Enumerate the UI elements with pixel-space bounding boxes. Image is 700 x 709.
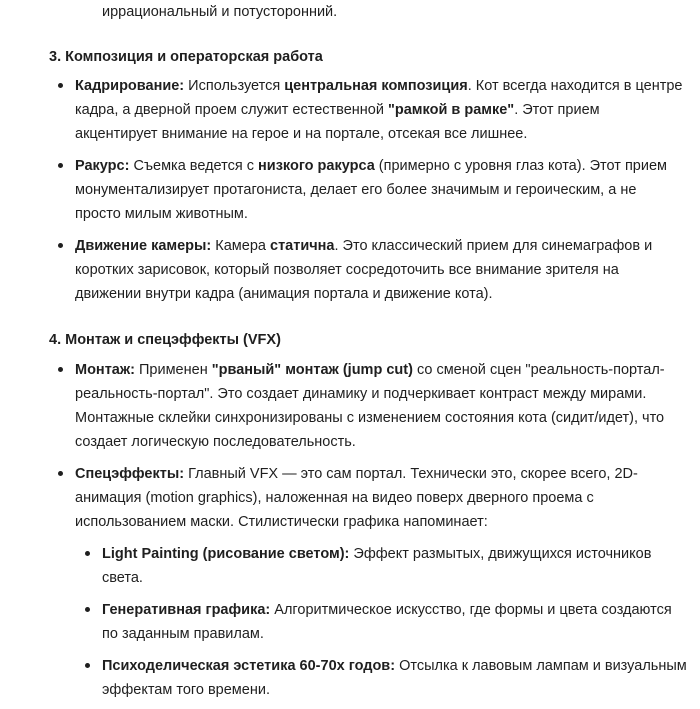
text-run: Главный VFX — это сам портал. Технически это, скорее всего, 2D- xyxy=(184,466,638,482)
text-run: Съемка ведется с xyxy=(129,158,259,174)
emphasis-run: статична xyxy=(270,238,335,254)
list-item-text xyxy=(75,462,675,534)
list-item-text xyxy=(75,74,683,146)
list-item-special-effects xyxy=(75,462,675,534)
bullet-dot xyxy=(85,551,90,556)
text-run: Используется xyxy=(184,78,285,94)
text-run: Камера xyxy=(211,238,270,254)
text-run: по заданным правилам. xyxy=(102,626,264,642)
text-run: Эффект размытых, движущихся источников xyxy=(349,546,652,562)
list-item-text xyxy=(75,358,675,454)
emphasis-run: "рамкой в рамке" xyxy=(388,102,515,118)
list-item-text xyxy=(75,234,675,306)
text-run: со сменой сцен "реальность-портал- xyxy=(412,362,665,378)
bullet-dot xyxy=(58,163,63,168)
list-item-angle xyxy=(75,154,675,226)
term-label: Движение камеры: xyxy=(75,238,212,254)
intro-tail-text: иррациональный и потусторонний. xyxy=(102,4,338,20)
list-item-framing xyxy=(75,74,683,146)
text-run: . Этот прием xyxy=(514,102,600,118)
text-run: коротких зарисовок, который позволяет сосредоточить все внимание зрителя на xyxy=(75,262,619,278)
emphasis-run: центральная композиция xyxy=(284,78,468,94)
text-run: Монтажные склейки синхронизированы с изменением состояния кота (сидит/идет), что xyxy=(75,410,665,426)
text-run: света. xyxy=(102,570,143,586)
bullet-dot xyxy=(58,367,63,372)
list-item-text xyxy=(102,542,677,590)
term-label: Генеративная графика: xyxy=(102,602,271,618)
section-heading-composition: 3. Композиция и операторская работа xyxy=(49,49,323,65)
emphasis-run: "рваный" монтаж (jump cut) xyxy=(211,362,413,378)
paragraph-continuation xyxy=(102,0,337,24)
list-item-text xyxy=(102,598,677,646)
text-run: Отсылка к лавовым лампам и визуальным xyxy=(395,658,687,674)
term-label: Психоделическая эстетика 60-70х годов: xyxy=(102,658,396,674)
text-run: движении внутри кадра (анимация портала и движение кота). xyxy=(75,286,493,302)
bullet-dot xyxy=(85,663,90,668)
text-run: использованием маски. Стилистически графика напоминает: xyxy=(75,514,488,530)
text-run: Применен xyxy=(134,362,212,378)
sub-list-item-light-painting xyxy=(102,542,677,590)
list-item-text xyxy=(75,154,675,226)
text-run: акцентирует внимание на герое и на портале, отсекая все лишнее. xyxy=(75,126,528,142)
text-run: монументализирует протагониста, делает его более значимым и героическим, а не xyxy=(75,182,637,198)
bullet-dot xyxy=(85,607,90,612)
sub-list-item-generative-graphics xyxy=(102,598,677,646)
sub-list-item-psychedelic-aesthetics xyxy=(102,654,687,702)
bullet-dot xyxy=(58,471,63,476)
text-run: . Это классический прием для синемаграфов и xyxy=(334,238,653,254)
list-item-camera-movement xyxy=(75,234,675,306)
term-label: Ракурс: xyxy=(75,158,130,174)
list-item-text xyxy=(102,654,687,702)
text-run: Алгоритмическое искусство, где формы и цвета создаются xyxy=(270,602,672,618)
text-run: анимация (motion graphics), наложенная на видео поверх дверного проема с xyxy=(75,490,594,506)
text-run: кадра, а дверной проем служит естественной xyxy=(75,102,388,118)
text-run: . Кот всегда находится в центре xyxy=(467,78,683,94)
text-run: реальность-портал". Это создает динамику и подчеркивает контраст между мирами. xyxy=(75,386,647,402)
text-run: (примерно с уровня глаз кота). Этот прием xyxy=(374,158,667,174)
term-label: Спецэффекты: xyxy=(75,466,185,482)
text-run: просто милым животным. xyxy=(75,206,248,222)
emphasis-run: низкого ракурса xyxy=(258,158,375,174)
term-label: Light Painting (рисование светом): xyxy=(102,546,350,562)
term-label: Монтаж: xyxy=(75,362,135,378)
text-run: эффектам того времени. xyxy=(102,682,270,698)
term-label: Кадрирование: xyxy=(75,78,185,94)
section-heading-editing-vfx: 4. Монтаж и спецэффекты (VFX) xyxy=(49,332,281,348)
list-item-editing xyxy=(75,358,675,454)
bullet-dot xyxy=(58,243,63,248)
text-run: создает логическую последовательность. xyxy=(75,434,356,450)
bullet-dot xyxy=(58,83,63,88)
